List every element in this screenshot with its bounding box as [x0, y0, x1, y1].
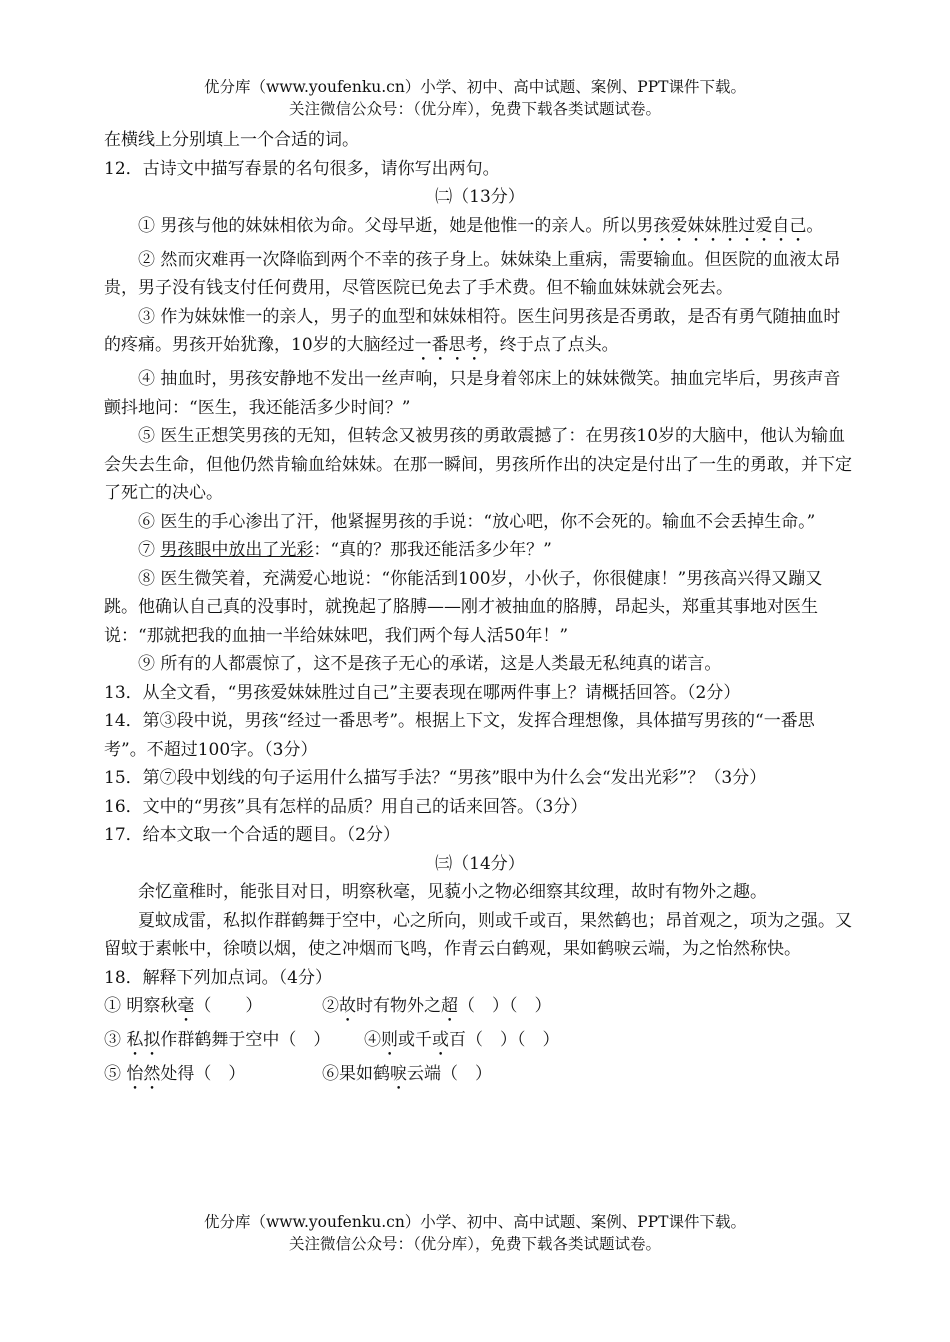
- item-3-dotted: 私拟: [126, 1030, 161, 1050]
- classical-paragraph-1: 余忆童稚时，能张目对日，明察秋毫，见藐小之物必细察其纹理，故时有物外之趣。: [138, 882, 767, 902]
- item-2-blanks: （ ）（ ）: [458, 996, 552, 1016]
- item-4-dotted-2: 或: [432, 1030, 449, 1050]
- q18-item-6: [322, 1064, 492, 1084]
- item-4-text: 或千: [398, 1030, 432, 1050]
- passage-paragraph-4: ④ 抽血时，男孩安静地不发出一丝声响，只是身着邻床上的妹妹微笑。抽血完毕后，男孩声音颤抖地问：“医生，我还能活多少时间？”: [104, 369, 841, 418]
- header-line-2: 关注微信公众号：（优分库），免费下载各类试题试卷。: [288, 100, 661, 118]
- section-2-title: ㈡（13分）: [435, 187, 525, 207]
- q18-row-3: [104, 1060, 856, 1094]
- q11-instruction-tail: 在横线上分别填上一个合适的词。: [104, 130, 359, 150]
- p1-text-end: 。: [806, 215, 824, 236]
- question-13: 13．从全文看，“男孩爱妹妹胜过自己”主要表现在哪两件事上？请概括回答。（2分）: [104, 682, 741, 703]
- q18-item-1: [104, 992, 322, 1026]
- question-14: 14．第③段中说，男孩“经过一番思考”。根据上下文，发挥合理想像，具体描写男孩的“一番思考”。不超过100字。（3分）: [104, 711, 815, 760]
- item-6-blank: 云端（ ）: [407, 1064, 492, 1084]
- p3-text: ③ 作为妹妹惟一的亲人，男子的血型和妹妹相符。医生问男孩是否勇敢，是否有勇气随抽血时的疼痛。男孩开始犹豫，10岁的大脑经过: [104, 306, 841, 355]
- passage-paragraph-3: [104, 303, 856, 366]
- q18-row-1: [104, 992, 856, 1026]
- footer-line-1: 优分库（www.youfenku.cn）小学、初中、高中试题、案例、PPT课件下载。: [203, 1213, 747, 1231]
- passage-paragraph-6: ⑥ 医生的手心渗出了汗，他紧握男孩的手说：“放心吧，你不会死的。输血不会丢掉生命。”: [138, 511, 816, 532]
- q18-item-2: [322, 996, 552, 1016]
- item-1-dotted: 毫: [177, 996, 195, 1016]
- p3-dotted-phrase: 一番思考: [414, 335, 483, 355]
- footer-line-2: 关注微信公众号：（优分库），免费下载各类试题试卷。: [288, 1235, 661, 1253]
- item-4-dotted-1: 则: [381, 1030, 398, 1050]
- item-4-number: ④: [364, 1030, 381, 1050]
- item-2-number: ②: [322, 996, 339, 1016]
- question-18: 18．解释下列加点词。（4分）: [104, 967, 332, 988]
- passage-paragraph-7: [104, 536, 856, 565]
- item-1-text: ① 明察秋: [104, 996, 178, 1016]
- item-2-dotted-1: 故: [339, 996, 356, 1016]
- passage-paragraph-5: ⑤ 医生正想笑男孩的无知，但转念又被男孩的勇敢震撼了：在男孩10岁的大脑中，他认为输血会失去生命，但他仍然肯输血给妹妹。在那一瞬间，男孩所作出的决定是付出了一生的勇敢，并下定了死亡的决心。: [104, 426, 852, 503]
- item-5-number: ⑤: [104, 1064, 127, 1084]
- question-16: 16．文中的“男孩”具有怎样的品质？用自己的话来回答。（3分）: [104, 796, 588, 817]
- item-5-dotted: 怡然: [126, 1064, 161, 1084]
- page-header: [0, 76, 950, 120]
- p7-number: ⑦: [138, 540, 161, 560]
- item-4-blanks: 百（ ）（ ）: [449, 1030, 560, 1050]
- q18-item-3: [104, 1026, 364, 1060]
- passage-paragraph-8: ⑧ 医生微笑着，充满爱心地说：“你能活到100岁，小伙子，你很健康！”男孩高兴得又蹦又跳。他确认自己真的没事时，就挽起了胳膊——刚才被抽血的胳膊，昂起头，郑重其事地对医生说：“那就把我的血抽一半给妹妹吧，我们两个每人活50年！”: [104, 568, 823, 646]
- item-6-dotted: 唳: [390, 1064, 407, 1084]
- item-3-text: 作群鹤舞于空中（ ）: [160, 1030, 331, 1050]
- item-5-text: 处得（ ）: [160, 1064, 246, 1084]
- p3-text-end: ，终于点了点头。: [482, 335, 619, 355]
- section-3-title: ㈢（14分）: [435, 853, 525, 874]
- q18-item-4: [364, 1030, 560, 1050]
- p1-text: ① 男孩与他的妹妹相依为命。父母早逝，她是他惟一的亲人。所以: [138, 215, 637, 236]
- passage-paragraph-1: [104, 212, 856, 246]
- passage-paragraph-2: ② 然而灾难再一次降临到两个不幸的孩子身上。妹妹染上重病，需要输血。但医院的血液太昂贵，男子没有钱支付任何费用，尽管医院已免去了手术费。但不输血妹妹就会死去。: [104, 249, 841, 298]
- exam-content: [104, 126, 856, 1094]
- q18-item-5: [104, 1060, 322, 1094]
- q18-row-2: [104, 1026, 856, 1060]
- item-6-text: ⑥果如鹤: [322, 1064, 390, 1084]
- page-footer: [0, 1211, 950, 1255]
- question-17: 17．给本文取一个合适的题目。（2分）: [104, 825, 400, 845]
- item-2-text: 时有物外之: [356, 996, 441, 1016]
- p1-dotted-phrase: 男孩爱妹妹胜过爱自己: [636, 215, 807, 236]
- question-15: 15．第⑦段中划线的句子运用什么描写手法？“男孩”眼中为什么会“发出光彩”？（3分）: [104, 768, 767, 788]
- passage-paragraph-9: ⑨ 所有的人都震惊了，这不是孩子无心的承诺，这是人类最无私纯真的诺言。: [138, 654, 722, 674]
- classical-paragraph-2: 夏蚊成雷，私拟作群鹤舞于空中，心之所向，则或千或百，果然鹤也；昂首观之，项为之强。又留蚊于素帐中，徐喷以烟，使之冲烟而飞鸣，作青云白鹤观，果如鹤唳云端，为之怡然称快。: [104, 910, 852, 959]
- p7-underlined-sentence: 男孩眼中放出了光彩: [160, 540, 314, 560]
- item-1-blank: （ ）: [194, 996, 263, 1016]
- p7-text: ：“真的？那我还能活多少年？”: [313, 540, 552, 560]
- item-3-number: ③: [104, 1030, 127, 1050]
- question-12: 12．古诗文中描写春景的名句很多，请你写出两句。: [104, 158, 500, 179]
- header-line-1: 优分库（www.youfenku.cn）小学、初中、高中试题、案例、PPT课件下载。: [203, 78, 747, 96]
- item-2-dotted-2: 超: [441, 996, 458, 1016]
